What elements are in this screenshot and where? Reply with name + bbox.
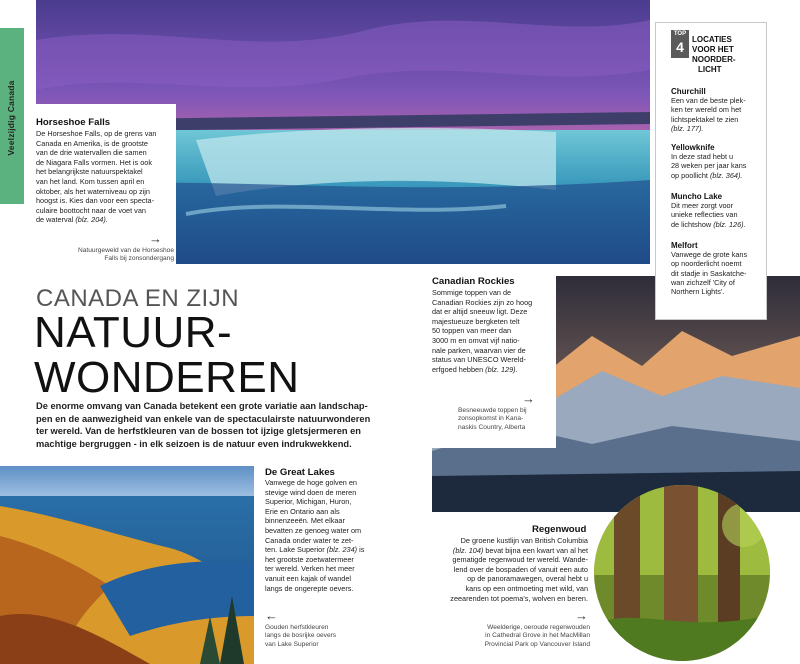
great-lakes-caption: Gouden herfstkleuren langs de bosrijke oevers van Lake Superior <box>265 624 337 648</box>
regenwoud-title: Regenwoud <box>532 524 587 535</box>
section-label: Veelzijdig Canada <box>6 80 16 156</box>
top4-item-melfort: Melfort Vanwege de grote kans op noorderlicht noemt dit stadje in Saskatche- wan zichzelf 'City of Northern Lights'. <box>671 241 748 297</box>
arrow-right-icon: → <box>575 608 588 623</box>
rockies-title: Canadian Rockies <box>432 276 515 287</box>
headline-kicker: CANADA EN ZIJN <box>36 285 240 312</box>
horseshoe-text: De Horseshoe Falls, op de grens van Canada en Amerika, is de grootste van de drie watervallen die samen de Niagara Falls vormen. Het is ook het belangrijkste natuurspektakel van het land. Kom tussen april en oktober, als het waterniveau op zijn hoogst is. Kies dan voor een specta- culaire boottocht naar de voet van de waterval (blz. 204). <box>36 129 157 225</box>
top4-heading: LOCATIES VOOR HET NOORDER- LICHT <box>692 35 736 74</box>
headline-line-1: NATUUR- <box>34 308 233 357</box>
great-lakes-text: Vanwege de hoge golven en stevige wind doen de meren Superior, Michigan, Huron, Erie en Ontario aan als binnenzeeën. Met elkaar bevatten ze genoeg water om Canada onder water te zet- ten. Lake Superior (blz. 234) is het grootste zoetwatermeer ter wereld. Verken het meer vanuit een kajak of wandel langs de ongerepte oevers. <box>265 478 365 593</box>
arrow-left-icon: ← <box>265 608 278 623</box>
top4-item-churchill: Churchill Een van de beste plek- ken ter wereld om het lichtspektakel te zien (blz. 177). <box>671 87 746 133</box>
great-lakes-title: De Great Lakes <box>265 467 335 478</box>
rainforest-photo <box>594 485 770 661</box>
top4-item-muncho-lake: Muncho Lake Dit meer zorgt voor unieke reflecties van de lichtshow (blz. 126). <box>671 192 746 229</box>
top4-item-yellowknife: Yellowknife In deze stad hebt u 28 weken per jaar kans op poollicht (blz. 364). <box>671 143 747 180</box>
regenwoud-text: De groene kustlijn van British Columbia (blz. 104) bevat bijna een kwart van al het gematigde regenwoud ter wereld. Wande- lend over de bospaden of vanuit een auto op de panoramawegen, overal hebt u kans op een ontmoeting met wild, van zeearenden tot poema's, wolven en beren. <box>450 536 588 603</box>
horseshoe-caption: Natuurgeweld van de Horseshoe Falls bij zonsondergang <box>77 247 174 263</box>
regenwoud-caption: Weelderige, oeroude regenwouden in Cathedral Grove in het MacMillan Provincial Park op Vancouver Island <box>484 624 590 648</box>
arrow-right-icon: → <box>522 391 535 406</box>
horseshoe-title: Horseshoe Falls <box>36 117 111 128</box>
rockies-text: Sommige toppen van de Canadian Rockies zijn zo hoog dat er altijd sneeuw ligt. Deze majestueuze bergketen telt 50 toppen van meer dan 3000 m en omvat vijf natio- nale parken, waarvan vier de status van UNESCO Wereld- erfgoed hebben (blz. 129). <box>432 288 533 374</box>
headline-line-2: WONDEREN <box>34 353 300 402</box>
rockies-caption: Besneeuwde toppen bij zonsopkomst in Kana- naskis Country, Alberta <box>458 407 527 431</box>
intro-paragraph: De enorme omvang van Canada betekent een grote variatie aan landschap- pen en de aanwezigheid van enkele van de spectaculairste natuurwonderen ter wereld. Van de herfstkleuren van de bossen tot ijzige gletsjermeren en machtige bergruggen - in elk seizoen is de natuur even indrukwekkend. <box>36 401 371 449</box>
arrow-right-icon: → <box>149 231 162 246</box>
great-lakes-photo <box>0 466 254 664</box>
top4-badge: TOP 4 <box>671 30 689 58</box>
